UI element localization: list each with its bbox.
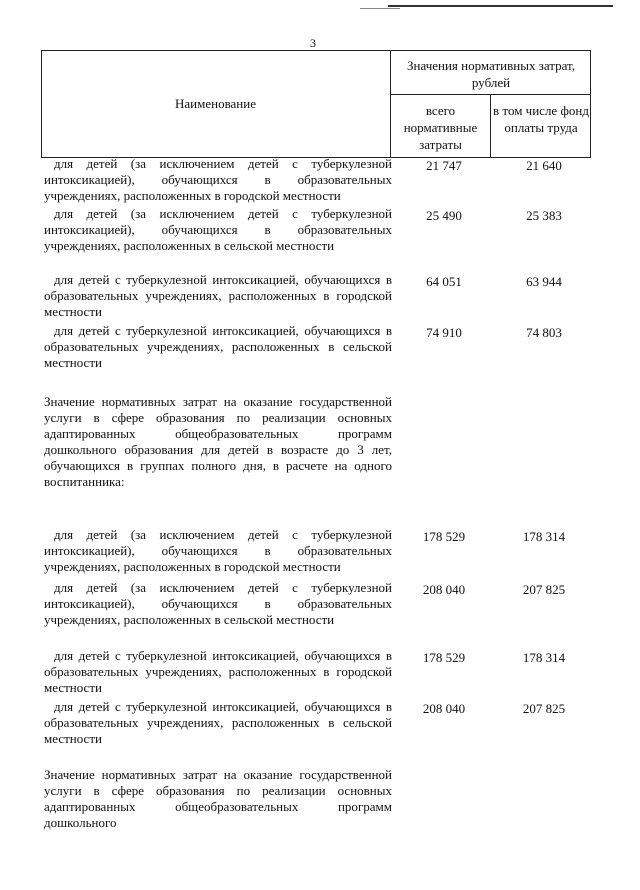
- table-row: [44, 699, 594, 759]
- row-fund-value: 25 383: [526, 208, 562, 223]
- table-row: [44, 580, 594, 640]
- row-total-value: 208 040: [422, 701, 466, 716]
- row-fund-value: 178 314: [522, 650, 566, 665]
- page-number: 3: [310, 36, 316, 50]
- row-name: для детей (за исключением детей с туберкулезной интоксикацией), обучающихся в образовательных учреждениях, расположенных в городской местности: [44, 156, 392, 203]
- row-fund-value: 178 314: [522, 529, 566, 544]
- row-name: для детей с туберкулезной интоксикацией, обучающихся в образовательных учреждениях, расположенных в городской местности: [44, 272, 392, 319]
- row-name: для детей с туберкулезной интоксикацией, обучающихся в образовательных учреждениях, расположенных в городской местности: [44, 648, 392, 695]
- table-row: [44, 206, 594, 266]
- row-total-value: 208 040: [422, 582, 466, 597]
- top-rule-short: [360, 8, 400, 9]
- row-total-value: 74 910: [426, 325, 462, 340]
- row-fund-value: 63 944: [526, 274, 562, 289]
- header-right-border: [590, 50, 591, 158]
- row-total-value: 64 051: [426, 274, 462, 289]
- header-values-group: Значения нормативных затрат, рублей: [406, 58, 576, 90]
- row-name: для детей (за исключением детей с туберкулезной интоксикацией), обучающихся в образовательных учреждениях, расположенных в городской местности: [44, 527, 392, 574]
- row-total-value: 21 747: [426, 158, 462, 173]
- row-fund-value: 74 803: [526, 325, 562, 340]
- header-top-border: [41, 50, 591, 51]
- row-fund-value: 207 825: [522, 582, 566, 597]
- table-header: [41, 50, 591, 158]
- row-name: для детей с туберкулезной интоксикацией, обучающихся в образовательных учреждениях, расположенных в сельской местности: [44, 699, 392, 746]
- row-name: для детей с туберкулезной интоксикацией, обучающихся в образовательных учреждениях, расположенных в сельской местности: [44, 323, 392, 370]
- header-name-divider: [390, 50, 391, 158]
- row-total-value: 178 529: [422, 650, 466, 665]
- row-name: для детей (за исключением детей с туберкулезной интоксикацией), обучающихся в образовательных учреждениях, расположенных в сельской местности: [44, 206, 392, 253]
- top-rule: [388, 5, 613, 7]
- header-col-fund: в том числе фонд оплаты труда: [493, 103, 589, 135]
- header-subcol-divider: [490, 94, 491, 158]
- row-fund-value: 21 640: [526, 158, 562, 173]
- table-row: [44, 527, 594, 587]
- row-name: для детей (за исключением детей с туберкулезной интоксикацией), обучающихся в образовательных учреждениях, расположенных в сельской местности: [44, 580, 392, 627]
- row-total-value: 25 490: [426, 208, 462, 223]
- section-heading: Значение нормативных затрат на оказание государственной услуги в сфере образования по реализации основных адаптированных общеобразовательных программ дошкольного: [44, 767, 392, 830]
- row-total-value: 178 529: [422, 529, 466, 544]
- header-name-col: Наименование: [175, 96, 256, 111]
- section-heading: Значение нормативных затрат на оказание государственной услуги в сфере образования по реализации основных адаптированных общеобразовательных программ дошкольного образования для детей в возрасте до 3 лет, обучающихся в группах полного дня, в расчете на одного воспитанника:: [44, 394, 392, 489]
- row-fund-value: 207 825: [522, 701, 566, 716]
- table-row: [44, 323, 594, 383]
- header-col-total: всего нормативные затраты: [403, 103, 478, 152]
